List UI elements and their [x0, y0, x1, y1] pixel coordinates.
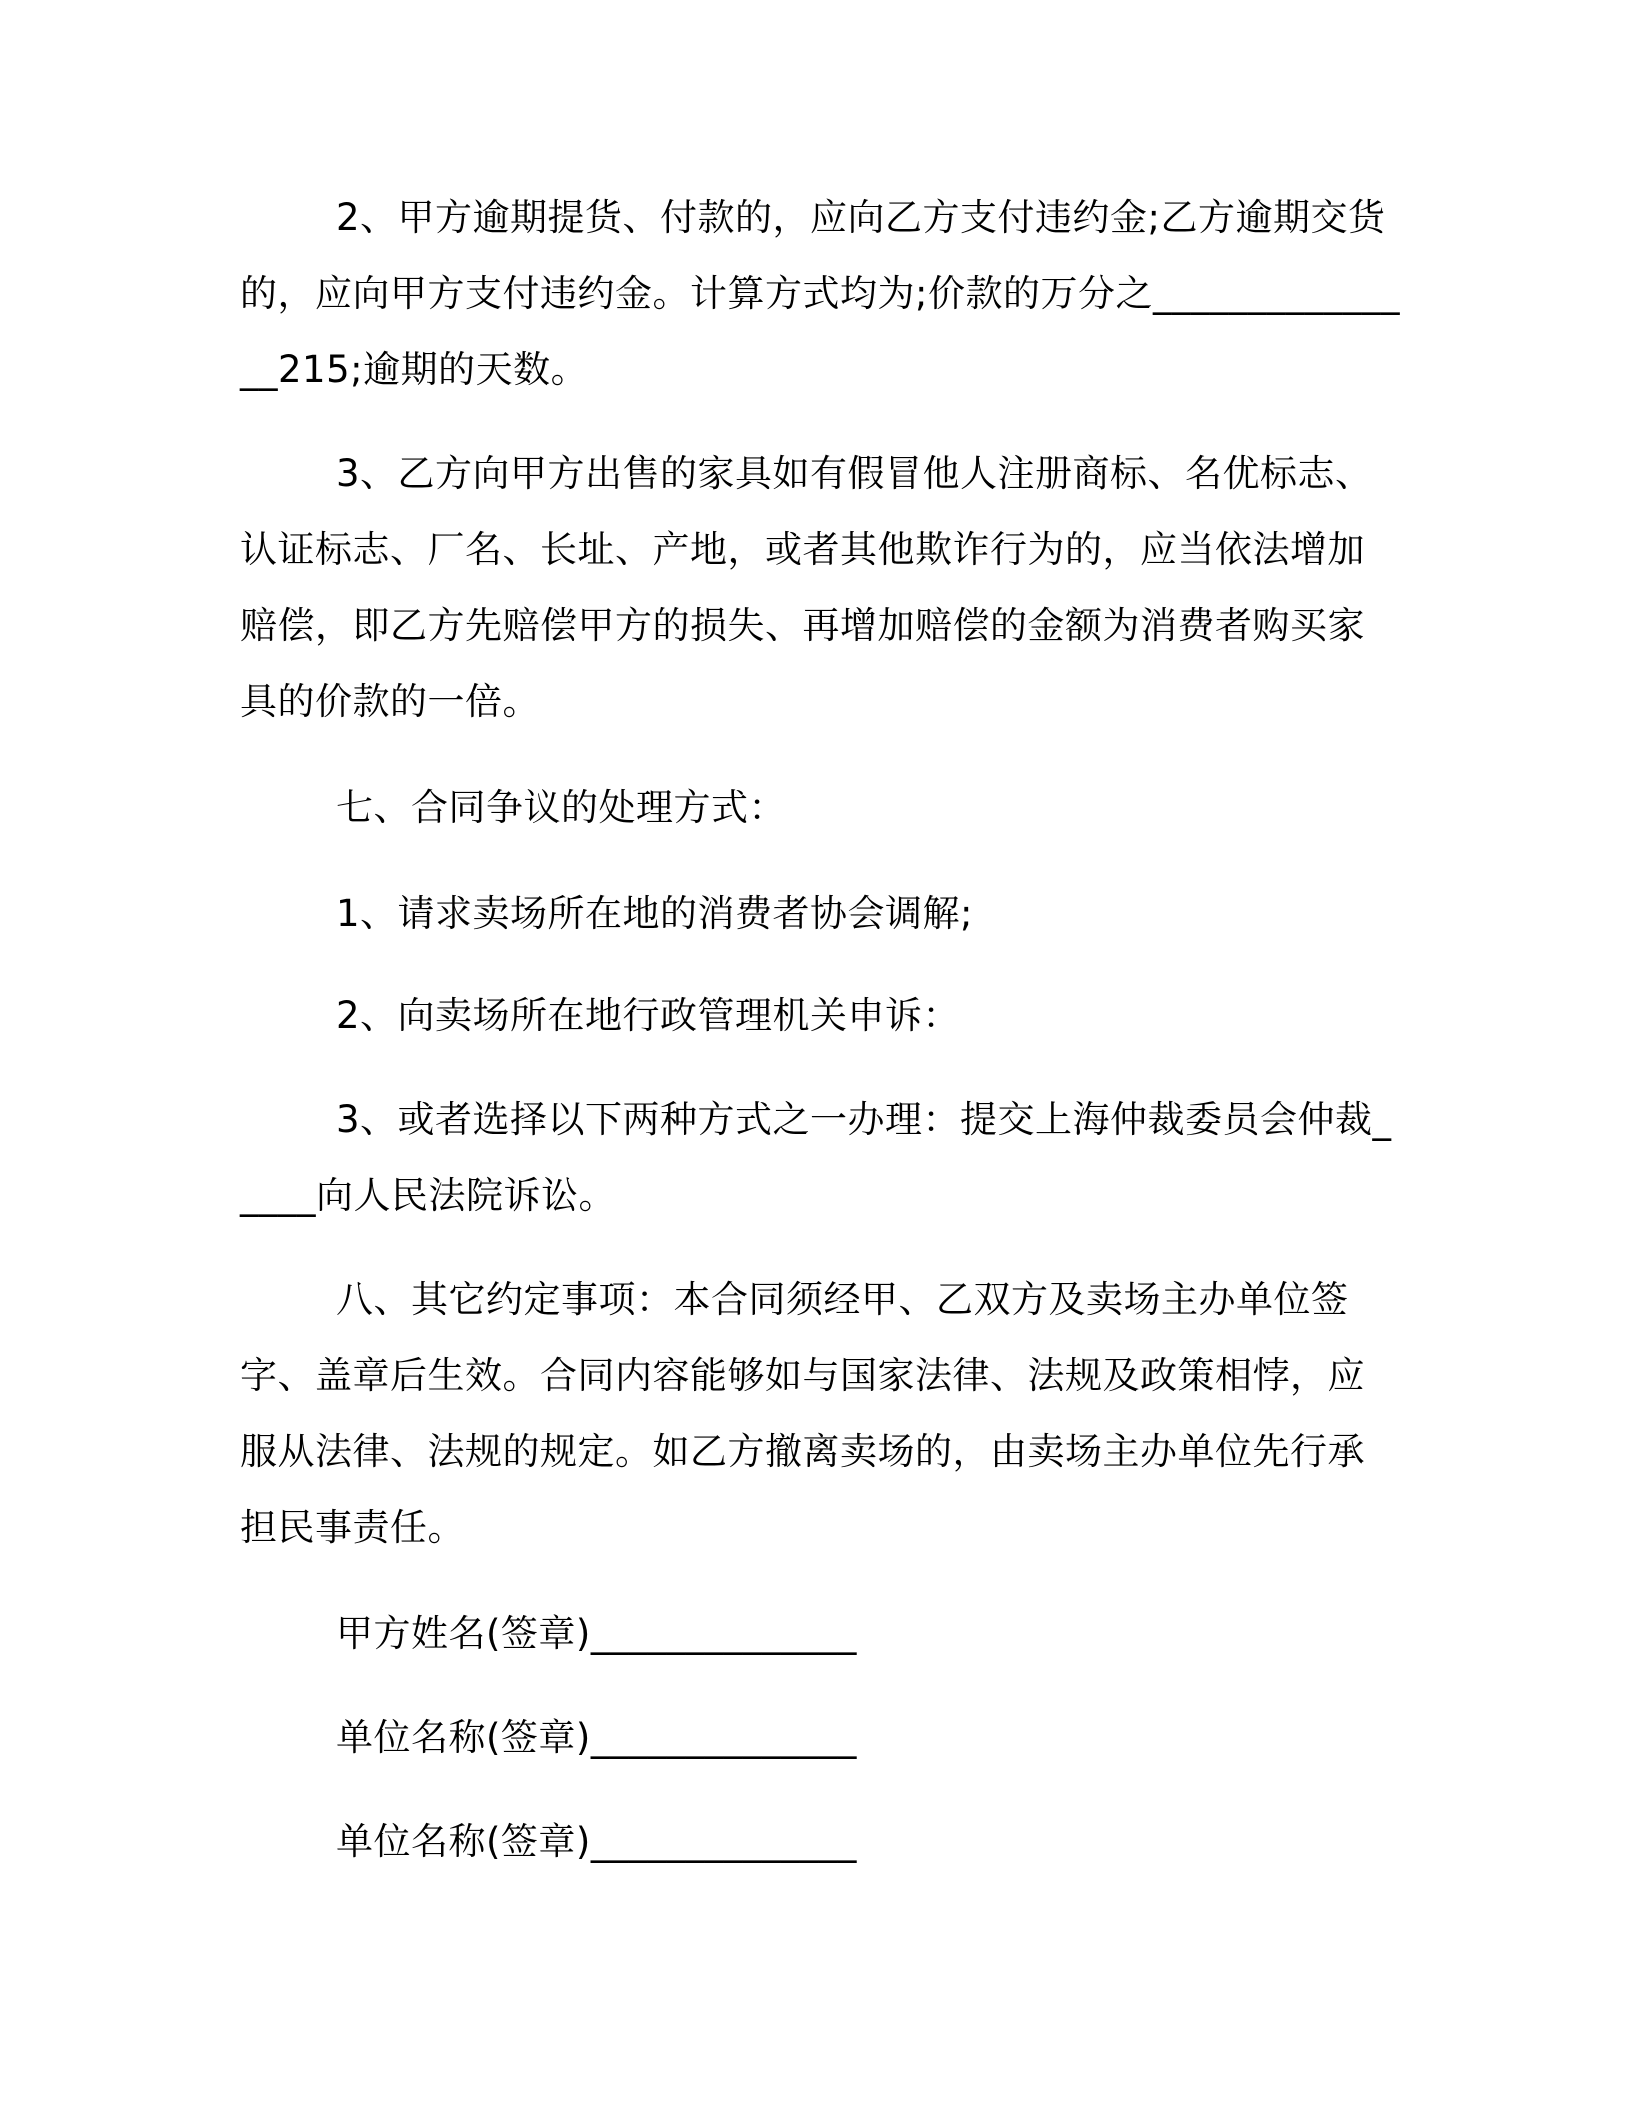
- paragraph-clause-2: 2、甲方逾期提货、付款的，应向乙方支付违约金;乙方逾期交货的，应向甲方支付违约金。计算方式均为;价款的万分之_______________215;逾期的天数。: [240, 196, 1400, 391]
- dispute-item-1: 1、请求卖场所在地的消费者协会调解;: [336, 892, 974, 935]
- section-paragraph-8: 八、其它约定事项：本合同须经甲、乙双方及卖场主办单位签字、盖章后生效。合同内容能够如与国家法律、法规及政策相悖，应服从法律、法规的规定。如乙方撤离卖场的，由卖场主办单位先行承担民事责任。: [240, 1278, 1365, 1549]
- dispute-item-2: 2、向卖场所在地行政管理机关申诉：: [336, 994, 961, 1037]
- signature-line-unit-1: 单位名称(签章)______________: [336, 1716, 857, 1759]
- section-heading-7: 七、合同争议的处理方式：: [336, 786, 786, 829]
- signature-line-party-a: 甲方姓名(签章)______________: [336, 1612, 857, 1655]
- dispute-item-3: 3、或者选择以下两种方式之一办理：提交上海仲裁委员会仲裁_____向人民法院诉讼。: [240, 1098, 1392, 1217]
- paragraph-clause-3: 3、乙方向甲方出售的家具如有假冒他人注册商标、名优标志、认证标志、厂名、长址、产地，或者其他欺诈行为的，应当依法增加赔偿，即乙方先赔偿甲方的损失、再增加赔偿的金额为消费者购买家具的价款的一倍。: [240, 452, 1373, 723]
- signature-line-unit-2: 单位名称(签章)______________: [336, 1820, 857, 1863]
